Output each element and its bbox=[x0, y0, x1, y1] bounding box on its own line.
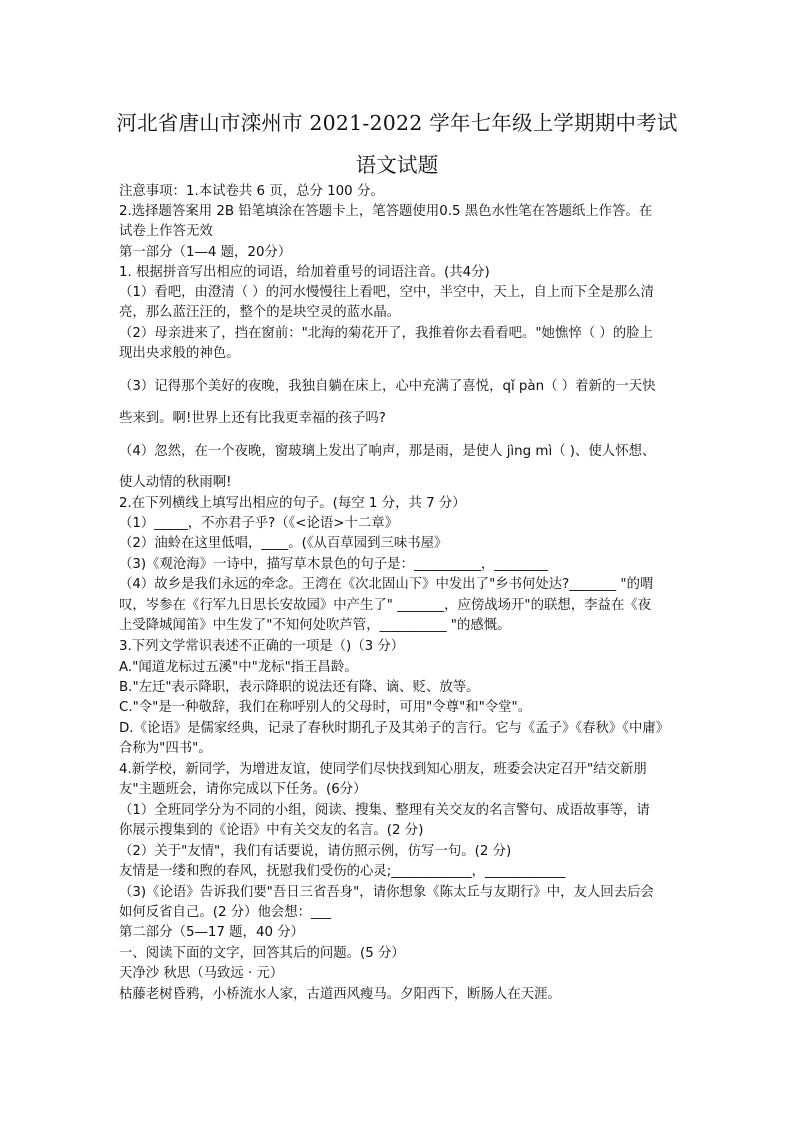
option-line: D.《论语》是儒家经典，记录了春秋时期孔子及其弟子的言行。它与《孟子》《春秋》《中庸》 bbox=[119, 721, 670, 736]
section-heading: 第一部分（1—4 题，20分） bbox=[119, 245, 292, 260]
question-line: 友"主题班会，请你完成以下任务。(6分） bbox=[119, 782, 367, 797]
question-line: 叹，岑参在《行军九日思长安故园》中产生了" _______，应傍战场开"的联想，李益在《夜 bbox=[119, 598, 652, 613]
question-line: 亮，那么蓝汪汪的，整个的是块空灵的蓝水晶。 bbox=[119, 305, 401, 320]
question-line: 3.下列文学常识表述不正确的一项是（)（3 分） bbox=[119, 639, 405, 654]
question-line: （2）母亲进来了，挡在窗前："北海的菊花开了，我推着你去看看吧。"她憔悴（ ）的脸上 bbox=[119, 326, 653, 341]
question-line: （3）记得那个美好的夜晚，我独自躺在床上，心中充满了喜悦，qǐ pàn（ ）着新的一天快 bbox=[119, 379, 656, 394]
question-line: 你展示搜集到的《论语》中有关交友的名言。(2 分) bbox=[119, 823, 424, 838]
option-line: 合称为"四书"。 bbox=[119, 741, 212, 756]
notice-line: 2.选择题答案用 2B 铅笔填涂在答题卡上，笔答题使用0.5 黑色水性笔在答题纸上作答。在 bbox=[119, 204, 653, 219]
notice-line: 注意事项：1.本试卷共 6 页，总分 100 分。 bbox=[119, 184, 384, 199]
option-line: B."左迁"表示降职，表示降职的说法还有降、谪、贬、放等。 bbox=[119, 680, 480, 695]
question-line: 上受降城闻笛》中生发了"不知何处吹芦管，__________ "的感慨。 bbox=[119, 618, 511, 633]
poem-text: 枯藤老树昏鸦，小桥流水人家，古道西风瘦马。夕阳西下，断肠人在天涯。 bbox=[119, 987, 561, 1002]
question-line: （3)《论语》告诉我们要"吾日三省吾身"，请你想象《陈太丘与友期行》中，友人回去后会 bbox=[119, 885, 654, 900]
question-line: 些来到。啊!世界上还有比我更幸福的孩子吗? bbox=[119, 411, 386, 426]
question-line: 使人动情的秋雨啊! bbox=[119, 475, 232, 490]
option-line: C."令"是一种敬辞，我们在称呼别人的父母时，可用"令尊"和"令堂"。 bbox=[119, 700, 532, 715]
exam-subtitle: 语文试题 bbox=[355, 153, 439, 177]
question-line: （4）故乡是我们永远的牵念。王湾在《次北固山下》中发出了"乡书何处达?_______ "的喟 bbox=[119, 577, 654, 592]
question-line: （3)《观沧海》一诗中，描写草木景色的句子是：__________，________ bbox=[119, 557, 548, 572]
question-line: 友情是一缕和煦的春风，抚慰我们受伤的心灵;____________，____________ bbox=[119, 864, 566, 879]
question-line: 如何反省自己。(2 分）他会想：___ bbox=[119, 905, 332, 920]
question-line: （1）_____，不亦君子乎?（《<论语>十二章》 bbox=[119, 516, 399, 531]
exam-title: 河北省唐山市滦州市 2021-2022 学年七年级上学期期中考试 bbox=[116, 111, 678, 135]
question-line: （2）关于"友情"，我们有话要说，请仿照示例，仿写一句。(2 分) bbox=[119, 844, 512, 859]
notice-line: 试卷上作答无效 bbox=[119, 224, 213, 239]
question-line: （4）忽然，在一个夜晚，窗玻璃上发出了响声，那是雨，是使人 jìng mì（ )、使人怀想、 bbox=[119, 444, 656, 459]
poem-title: 天净沙 秋思（马致远 · 元） bbox=[119, 966, 284, 981]
option-line: A."闻道龙标过五溪"中"龙标"指王昌龄。 bbox=[119, 660, 358, 675]
question-line: 4.新学校，新同学，为增进友谊，使同学们尽快找到知心朋友，班委会决定召开"结交新朋 bbox=[119, 762, 647, 777]
question-line: （1）全班同学分为不同的小组，阅读、搜集、整理有关交友的名言警句、成语故事等，请 bbox=[119, 803, 650, 818]
question-line: 现出央求般的神色。 bbox=[119, 346, 240, 361]
question-line: 1. 根据拼音写出相应的词语，给加着重号的词语注音。(共4分) bbox=[119, 265, 490, 280]
question-line: （1）看吧，由澄清（ ）的河水慢慢往上看吧，空中，半空中，天上，自上而下全是那么清 bbox=[119, 285, 655, 300]
question-line: （2）油蛉在这里低唱，____。(《从百草园到三味书屋》 bbox=[119, 536, 448, 551]
question-line: 一、阅读下面的文字，回答其后的问题。(5 分） bbox=[119, 946, 405, 961]
section-heading: 第二部分（5—17 题，40 分） bbox=[119, 925, 305, 940]
question-line: 2.在下列横线上填写出相应的句子。(每空 1 分，共 7 分） bbox=[119, 496, 466, 511]
